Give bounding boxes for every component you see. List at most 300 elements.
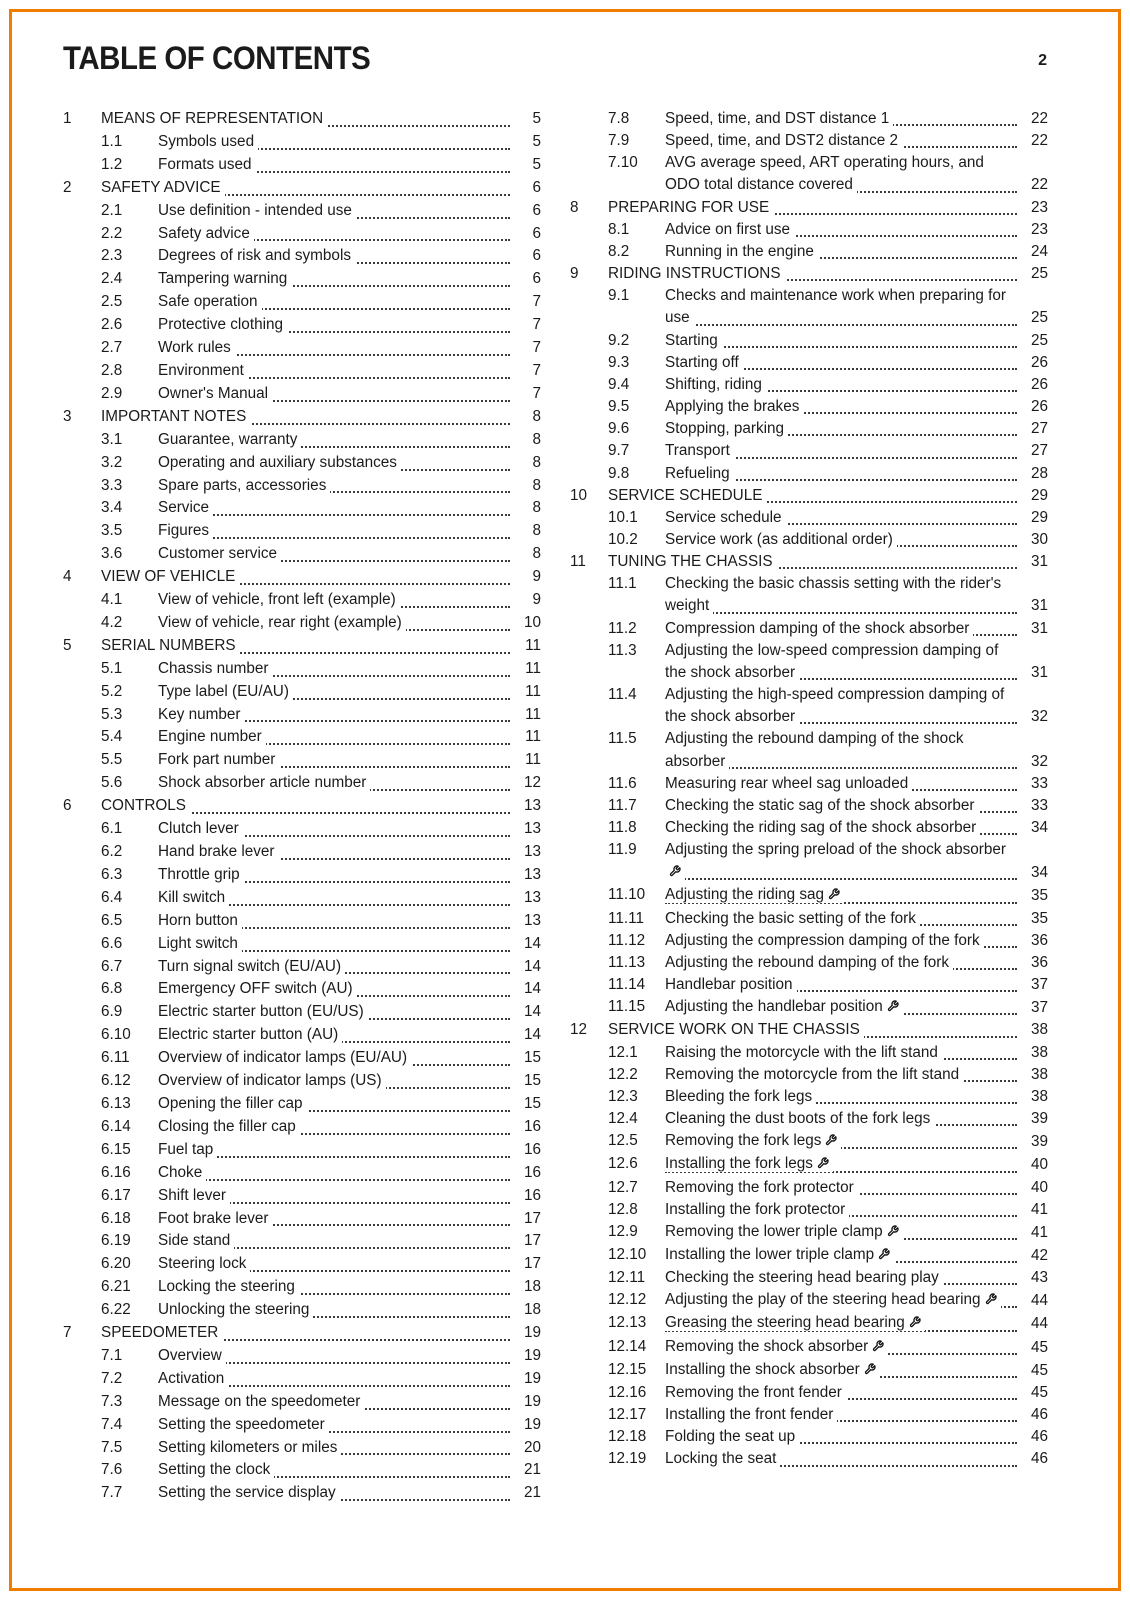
toc-entry-number: 12.17 (608, 1406, 647, 1424)
toc-entry-page: 11 (525, 636, 541, 654)
toc-entry[interactable] (570, 152, 1048, 196)
toc-entry-body (158, 772, 511, 795)
toc-entry[interactable] (63, 933, 541, 956)
toc-entry-title: Horn button (158, 912, 242, 929)
toc-entry-body (665, 463, 1018, 485)
toc-entry-body (665, 884, 1018, 907)
toc-entry-body (158, 841, 511, 864)
toc-entry-page: 46 (1030, 1428, 1048, 1446)
toc-entry[interactable] (570, 1267, 1048, 1289)
toc-entry[interactable] (570, 263, 1048, 285)
toc-entry-page: 38 (1030, 1087, 1048, 1105)
toc-entry-number: 7.10 (608, 154, 638, 172)
toc-entry-title: Installing the shock absorber (665, 1361, 880, 1378)
toc-entry[interactable] (63, 406, 541, 429)
toc-entry[interactable] (63, 704, 541, 727)
toc-entry[interactable] (570, 396, 1048, 418)
toc-entry[interactable] (570, 1312, 1048, 1335)
toc-entry-page: 8 (532, 476, 541, 494)
toc-entry[interactable] (570, 884, 1048, 907)
toc-entry-number: 2.9 (101, 384, 123, 402)
toc-entry-page: 11 (525, 728, 541, 746)
toc-entry-body (158, 726, 511, 749)
wrench-icon (872, 1337, 884, 1359)
toc-entry-title: Installing the fork legs (665, 1155, 833, 1172)
toc-entry[interactable] (570, 930, 1048, 952)
toc-entry-title: PREPARING FOR USE (608, 199, 773, 216)
toc-entry[interactable] (63, 475, 541, 498)
toc-entry[interactable] (63, 1276, 541, 1299)
toc-entry-page: 41 (1030, 1223, 1048, 1241)
toc-entry-body (158, 1299, 511, 1322)
toc-entry-number: 12.15 (608, 1360, 647, 1378)
toc-entry[interactable] (63, 223, 541, 246)
toc-entry-number: 6.4 (101, 888, 123, 906)
toc-entry-page: 39 (1030, 1133, 1048, 1151)
toc-entry[interactable] (63, 1322, 541, 1345)
toc-entry-number: 7.5 (101, 1438, 123, 1456)
toc-entry-body (608, 485, 1018, 507)
toc-entry-page: 14 (523, 934, 541, 952)
toc-entry[interactable] (63, 749, 541, 772)
toc-entry-page: 38 (1030, 1065, 1048, 1083)
toc-entry-title: Speed, time, and DST2 distance 2 (665, 132, 902, 149)
toc-entry-page: 31 (1030, 597, 1048, 615)
toc-entry[interactable] (570, 773, 1048, 795)
toc-entry-body (665, 1199, 1018, 1221)
toc-entry-page: 11 (525, 705, 541, 723)
toc-entry-title: Degrees of risk and symbols (158, 247, 355, 264)
toc-entry-body (665, 1382, 1018, 1404)
toc-entry[interactable] (63, 200, 541, 223)
toc-entry-number: 1 (63, 110, 72, 127)
toc-entry-number: 12.6 (608, 1155, 638, 1173)
toc-entry-title: Removing the shock absorber (665, 1338, 888, 1355)
toc-entry-title: Starting (665, 332, 722, 349)
toc-entry-page: 32 (1030, 752, 1048, 770)
toc-entry[interactable] (63, 726, 541, 749)
wrench-icon (985, 1290, 997, 1312)
toc-entry-page: 6 (532, 270, 541, 288)
toc-entry[interactable] (570, 1108, 1048, 1130)
toc-entry[interactable] (570, 684, 1048, 728)
toc-entry-number: 6.13 (101, 1094, 131, 1112)
toc-entry-body (158, 1024, 511, 1047)
toc-entry-body (665, 684, 1018, 728)
toc-entry[interactable] (63, 956, 541, 979)
toc-entry-number: 9.6 (608, 420, 630, 438)
toc-entry-page: 13 (523, 820, 541, 838)
toc-entry[interactable] (63, 795, 541, 818)
toc-entry-title: Checking the basic setting of the fork (665, 910, 920, 927)
toc-entry-body (158, 1482, 511, 1505)
toc-entry-number: 2.5 (101, 293, 123, 311)
toc-entry-title: Activation (158, 1370, 228, 1387)
toc-entry[interactable] (63, 1116, 541, 1139)
toc-entry[interactable] (63, 1482, 541, 1505)
toc-entry[interactable] (63, 681, 541, 704)
toc-entry[interactable] (570, 330, 1048, 352)
toc-entry-title: Owner's Manual (158, 385, 272, 402)
toc-entry-page: 19 (523, 1415, 541, 1433)
toc-entry-title: Closing the filler cap (158, 1118, 300, 1135)
toc-entry[interactable] (570, 728, 1048, 772)
toc-entry-number: 11.11 (608, 909, 645, 927)
toc-entry[interactable] (570, 485, 1048, 507)
toc-entry[interactable] (63, 589, 541, 612)
toc-entry[interactable] (570, 1177, 1048, 1199)
dot-leader (665, 324, 1017, 326)
toc-entry-number: 5.2 (101, 682, 123, 700)
toc-entry-page: 25 (1030, 331, 1048, 349)
toc-entry-number: 2 (63, 178, 72, 196)
toc-entry-body (665, 1312, 1018, 1335)
toc-entry-number: 2.1 (101, 201, 123, 219)
toc-entry-number: 9.5 (608, 398, 630, 416)
toc-entry[interactable] (63, 543, 541, 566)
toc-entry-title: Service (158, 499, 213, 516)
toc-entry[interactable] (570, 640, 1048, 684)
toc-entry-page: 7 (532, 293, 541, 311)
toc-entry-number: 11.15 (608, 998, 646, 1016)
toc-entry[interactable] (63, 245, 541, 268)
toc-entry[interactable] (63, 1024, 541, 1047)
toc-entry[interactable] (570, 974, 1048, 996)
toc-entry-body (665, 728, 1018, 772)
wrench-icon (828, 885, 840, 907)
toc-entry[interactable] (63, 978, 541, 1001)
toc-entry-page: 11 (525, 751, 541, 769)
toc-entry[interactable] (570, 1153, 1048, 1176)
toc-entry-body (158, 268, 511, 291)
toc-entry-page: 33 (1030, 774, 1048, 792)
toc-entry[interactable] (63, 566, 541, 589)
toc-entry-page: 25 (1030, 265, 1048, 283)
toc-entry-number: 6.21 (101, 1278, 131, 1296)
toc-entry-title: Adjusting the play of the steering head bearing (665, 1291, 1001, 1308)
toc-entry-body (608, 197, 1018, 219)
toc-entry-title: Customer service (158, 545, 281, 562)
toc-entry[interactable] (63, 1208, 541, 1231)
toc-entry-page: 19 (523, 1324, 541, 1342)
dot-leader (665, 612, 1017, 614)
toc-entry[interactable] (63, 612, 541, 635)
toc-entry-title: Checking the basic chassis setting with the rider's weight (665, 575, 1002, 615)
toc-entry-page: 34 (1030, 864, 1048, 882)
toc-entry-number: 7.1 (101, 1346, 123, 1364)
toc-entry-title: Starting off (665, 354, 743, 371)
toc-entry-body (158, 956, 511, 979)
toc-entry-body (665, 1108, 1018, 1130)
toc-entry[interactable] (63, 1437, 541, 1460)
toc-entry-number: 2.2 (101, 224, 123, 242)
toc-entry[interactable] (570, 241, 1048, 263)
toc-entry-page: 19 (523, 1346, 541, 1364)
toc-entry-number: 12.18 (608, 1428, 647, 1446)
toc-entry-title: Adjusting the high-speed compression damping of the shock absorber (665, 686, 1005, 726)
toc-entry-page: 40 (1030, 1178, 1048, 1196)
toc-entry-title: Setting the clock (158, 1461, 274, 1478)
toc-entry-page: 7 (532, 339, 541, 357)
toc-entry[interactable] (63, 1047, 541, 1070)
toc-entry-title: IMPORTANT NOTES (101, 408, 250, 425)
toc-entry[interactable] (570, 996, 1048, 1019)
toc-entry[interactable] (63, 314, 541, 337)
toc-entry-page: 13 (523, 865, 541, 883)
toc-entry[interactable] (570, 352, 1048, 374)
toc-entry[interactable] (570, 1426, 1048, 1448)
toc-entry[interactable] (63, 864, 541, 887)
toc-entry-number: 11.12 (608, 931, 646, 949)
toc-entry-title: Adjusting the rebound damping of the shock absorber (665, 730, 964, 770)
toc-entry[interactable] (570, 1221, 1048, 1244)
toc-entry[interactable] (63, 818, 541, 841)
toc-entry-number: 7.2 (101, 1369, 123, 1387)
toc-entry-title: Turn signal switch (EU/AU) (158, 958, 345, 975)
toc-entry-body (158, 1345, 511, 1368)
toc-entry-body (101, 635, 511, 658)
toc-entry[interactable] (63, 635, 541, 658)
toc-entry[interactable] (570, 374, 1048, 396)
toc-entry-number: 11.7 (608, 796, 637, 814)
toc-entry-number: 6.18 (101, 1209, 131, 1227)
toc-entry[interactable] (63, 1162, 541, 1185)
toc-entry-number: 12 (570, 1021, 588, 1039)
toc-entry-title: SERVICE WORK ON THE CHASSIS (608, 1021, 864, 1038)
toc-entry-number: 12.12 (608, 1291, 647, 1309)
toc-entry[interactable] (570, 795, 1048, 817)
toc-entry-page: 11 (525, 659, 541, 677)
toc-entry[interactable] (63, 658, 541, 681)
toc-entry[interactable] (63, 887, 541, 910)
toc-entry-number: 6.11 (101, 1049, 130, 1067)
toc-entry-number: 4 (63, 568, 72, 586)
toc-entry-page: 38 (1030, 1043, 1048, 1061)
toc-entry[interactable] (63, 520, 541, 543)
toc-entry[interactable] (63, 1253, 541, 1276)
toc-entry-title: Side stand (158, 1232, 234, 1249)
toc-entry[interactable] (63, 1093, 541, 1116)
toc-entry[interactable] (570, 551, 1048, 573)
toc-entry-title: Adjusting the spring preload of the shock absorber (665, 841, 1006, 880)
toc-entry-title: Adjusting the compression damping of the fork (665, 932, 984, 949)
toc-entry-page: 14 (523, 1003, 541, 1021)
toc-entry-body (158, 612, 511, 635)
toc-entry-number: 11.10 (608, 886, 646, 904)
toc-entry-number: 6.22 (101, 1301, 131, 1319)
toc-entry[interactable] (63, 1299, 541, 1322)
toc-entry-title: MEANS OF REPRESENTATION (101, 110, 327, 127)
toc-entry[interactable] (570, 1404, 1048, 1426)
toc-entry-title: Overview of indicator lamps (EU/AU) (158, 1049, 411, 1066)
toc-entry[interactable] (63, 291, 541, 314)
toc-entry-title: Locking the steering (158, 1278, 299, 1295)
toc-entry-body (158, 1437, 511, 1460)
toc-entry[interactable] (63, 360, 541, 383)
toc-entry[interactable] (570, 1086, 1048, 1108)
toc-entry-body (665, 507, 1018, 529)
toc-entry-body (665, 1130, 1018, 1153)
toc-entry[interactable] (570, 1042, 1048, 1064)
toc-entry[interactable] (63, 1185, 541, 1208)
toc-entry-number: 5.1 (101, 659, 123, 677)
toc-entry-title: Electric starter button (AU) (158, 1026, 342, 1043)
toc-entry-number: 11.3 (608, 641, 637, 659)
toc-entry[interactable] (570, 1244, 1048, 1267)
toc-entry-title: Locking the seat (665, 1450, 780, 1467)
toc-entry[interactable] (63, 1070, 541, 1093)
toc-entry[interactable] (63, 268, 541, 291)
toc-entry-page: 17 (523, 1255, 541, 1273)
toc-entry[interactable] (570, 507, 1048, 529)
toc-entry-number: 1.2 (101, 155, 123, 173)
toc-entry[interactable] (570, 1448, 1048, 1470)
toc-entry-number: 12.13 (608, 1314, 647, 1332)
toc-entry-number: 9.2 (608, 331, 630, 349)
toc-entry-number: 12.14 (608, 1337, 647, 1355)
toc-entry[interactable] (570, 1130, 1048, 1153)
toc-entry-number: 11.6 (608, 774, 637, 792)
toc-entry-page: 13 (523, 797, 541, 815)
toc-entry-title: TUNING THE CHASSIS (608, 553, 777, 570)
toc-entry[interactable] (63, 1368, 541, 1391)
toc-entry-page: 12 (523, 774, 541, 792)
toc-entry-body (158, 154, 511, 177)
toc-entry-number: 12.10 (608, 1245, 647, 1263)
toc-entry-title: Use definition - intended use (158, 202, 356, 219)
toc-entry[interactable] (63, 1001, 541, 1024)
toc-entry-body (158, 475, 511, 498)
toc-entry-page: 6 (532, 247, 541, 265)
toc-entry-number: 11.4 (608, 686, 637, 704)
toc-entry-body (158, 497, 511, 520)
toc-entry-body (158, 1116, 511, 1139)
toc-entry-title: Fork part number (158, 751, 279, 768)
toc-entry-page: 19 (523, 1369, 541, 1387)
toc-entry[interactable] (63, 177, 541, 200)
toc-entry[interactable] (570, 1359, 1048, 1382)
toc-entry[interactable] (63, 841, 541, 864)
toc-entry[interactable] (570, 108, 1048, 130)
toc-entry-body (158, 1253, 511, 1276)
toc-entry[interactable] (570, 952, 1048, 974)
toc-column-right (570, 108, 1048, 1505)
toc-entry-body (665, 795, 1018, 817)
toc-entry-title: Overview of indicator lamps (US) (158, 1072, 386, 1089)
toc-entry-page: 16 (523, 1140, 541, 1158)
toc-entry[interactable] (570, 1064, 1048, 1086)
toc-entry[interactable] (63, 108, 541, 131)
toc-entry-body (158, 704, 511, 727)
toc-entry[interactable] (63, 1139, 541, 1162)
toc-entry-body (665, 996, 1018, 1019)
toc-entry-title: Adjusting the low-speed compression damping of the shock absorber (665, 641, 999, 681)
toc-entry[interactable] (570, 1019, 1048, 1041)
toc-entry-number: 6.12 (101, 1072, 131, 1090)
toc-entry[interactable] (570, 130, 1048, 152)
toc-entry[interactable] (63, 1459, 541, 1482)
toc-entry-title: Speed, time, and DST distance 1 (665, 110, 893, 127)
toc-entry-page: 6 (532, 201, 541, 219)
toc-entry[interactable] (570, 219, 1048, 241)
toc-entry-number: 11.13 (608, 953, 646, 971)
toc-entry[interactable] (570, 908, 1048, 930)
toc-entry-body (158, 543, 511, 566)
toc-entry[interactable] (63, 910, 541, 933)
toc-entry[interactable] (63, 154, 541, 177)
toc-entry-body (608, 551, 1018, 573)
toc-entry[interactable] (63, 429, 541, 452)
toc-entry-title: SPEEDOMETER (101, 1324, 222, 1341)
toc-entry[interactable] (570, 1382, 1048, 1404)
toc-entry[interactable] (63, 772, 541, 795)
toc-entry[interactable] (63, 1345, 541, 1368)
toc-entry-body (665, 952, 1018, 974)
toc-entry-page: 23 (1030, 198, 1048, 216)
toc-entry-title: Raising the motorcycle with the lift stand (665, 1044, 942, 1061)
toc-entry-title: Removing the motorcycle from the lift stand (665, 1066, 963, 1083)
toc-entry-number: 9 (570, 265, 579, 283)
toc-entry[interactable] (63, 131, 541, 154)
toc-entry[interactable] (63, 337, 541, 360)
toc-entry-body (665, 1064, 1018, 1086)
toc-entry[interactable] (570, 440, 1048, 462)
toc-entry[interactable] (63, 1414, 541, 1437)
toc-entry-page: 46 (1030, 1406, 1048, 1424)
toc-entry[interactable] (63, 497, 541, 520)
toc-entry-page: 8 (532, 499, 541, 517)
toc-entry-number: 7.9 (608, 132, 630, 150)
toc-entry-title: Light switch (158, 935, 242, 952)
toc-entry[interactable] (570, 197, 1048, 219)
toc-entry-body (158, 864, 511, 887)
toc-entry-page: 5 (532, 110, 541, 127)
toc-entry-title: Clutch lever (158, 820, 243, 837)
toc-entry-page: 11 (525, 682, 541, 700)
toc-entry[interactable] (63, 1391, 541, 1414)
toc-entry[interactable] (63, 383, 541, 406)
toc-entry[interactable] (570, 529, 1048, 551)
toc-entry[interactable] (570, 1289, 1048, 1312)
toc-entry-page: 15 (523, 1049, 541, 1067)
toc-entry[interactable] (570, 618, 1048, 640)
toc-entry-page: 43 (1030, 1269, 1048, 1287)
toc-entry-body (158, 681, 511, 704)
toc-entry[interactable] (570, 817, 1048, 839)
toc-entry-number: 9.3 (608, 353, 630, 371)
toc-entry[interactable] (63, 1230, 541, 1253)
toc-entry-title: Checks and maintenance work when preparing for use (665, 287, 1006, 327)
toc-entry[interactable] (570, 418, 1048, 440)
toc-entry[interactable] (570, 463, 1048, 485)
toc-entry[interactable] (63, 452, 541, 475)
toc-entry-number: 3.5 (101, 522, 123, 540)
toc-entry-title: Tampering warning (158, 270, 291, 287)
toc-entry[interactable] (570, 839, 1048, 884)
toc-entry-title: Key number (158, 706, 244, 723)
toc-entry[interactable] (570, 285, 1048, 329)
toc-entry-title: Installing the lower triple clamp (665, 1246, 894, 1263)
toc-entry-title: Fuel tap (158, 1141, 217, 1158)
toc-entry-title: Overview (158, 1347, 226, 1364)
toc-entry-page: 39 (1030, 1110, 1048, 1128)
dot-leader (665, 878, 1017, 880)
toc-entry[interactable] (570, 1336, 1048, 1359)
toc-entry[interactable] (570, 573, 1048, 617)
toc-entry-number: 3 (63, 407, 72, 425)
toc-entry-number: 5.3 (101, 705, 123, 723)
toc-entry[interactable] (570, 1199, 1048, 1221)
